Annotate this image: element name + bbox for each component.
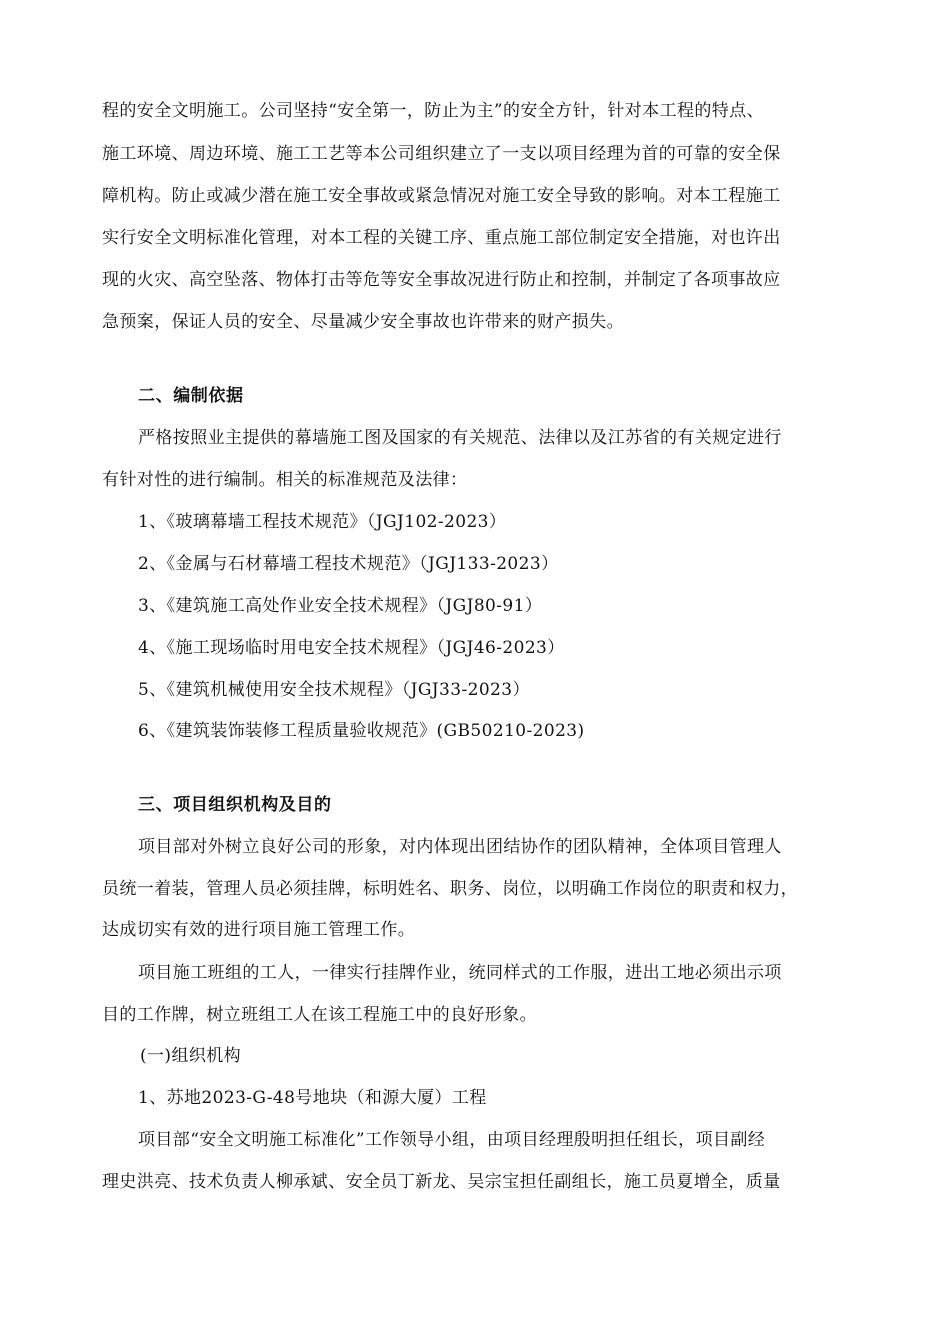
intro-line-2: 施工环境、周边环境、施工工艺等本公司组织建立了一支以项目经理为首的可靠的安全保 — [102, 144, 781, 164]
basis-para-line-2: 有针对性的进行编制。相关的标准规范及法律： — [102, 470, 468, 490]
intro-line-3: 障机构。防止或减少潜在施工安全事故或紧急情况对施工安全导致的影响。对本工程施工 — [102, 186, 781, 206]
intro-line-4: 实行安全文明标准化管理，对本工程的关键工序、重点施工部位制定安全措施，对也许出 — [102, 228, 781, 248]
org-subheading: (一)组织机构 — [140, 1046, 242, 1066]
project-line: 1、苏地2023-G-48号地块（和源大厦）工程 — [138, 1088, 487, 1108]
standard-item-2: 2、《金属与石材幕墙工程技术规范》（JGJ133-2023） — [138, 554, 559, 574]
org-para1-line-2: 员统一着装，管理人员必须挂牌，标明姓名、职务、岗位，以明确工作岗位的职责和权力， — [102, 879, 798, 899]
basis-para-line-1: 严格按照业主提供的幕墙施工图及国家的有关规范、法律以及江苏省的有关规定进行 — [138, 428, 782, 448]
org-para3-line-1: 项目部“安全文明施工标准化”工作领导小组，由项目经理殷明担任组长，项目副经 — [138, 1130, 766, 1150]
intro-line-5: 现的火灾、高空坠落、物体打击等危等安全事故况进行防止和控制，并制定了各项事故应 — [102, 270, 781, 290]
section-heading-organization: 三、项目组织机构及目的 — [138, 795, 332, 815]
org-para3-line-2: 理史洪亮、技术负责人柳承斌、安全员丁新龙、吴宗宝担任副组长，施工员夏增全，质量 — [102, 1172, 781, 1192]
standard-item-1: 1、《玻璃幕墙工程技术规范》（JGJ102-2023） — [138, 512, 507, 532]
org-para2-line-1: 项目施工班组的工人，一律实行挂牌作业，统同样式的工作服，进出工地必须出示项 — [138, 963, 782, 983]
standard-item-3: 3、《建筑施工高处作业安全技术规程》（JGJ80-91） — [138, 596, 543, 616]
standard-item-6: 6、《建筑装饰装修工程质量验收规范》(GB50210-2023) — [138, 721, 585, 741]
org-para2-line-2: 目的工作牌，树立班组工人在该工程施工中的良好形象。 — [102, 1005, 537, 1025]
org-para1-line-3: 达成切实有效的进行项目施工管理工作。 — [102, 920, 416, 940]
standard-item-5: 5、《建筑机械使用安全技术规程》（JGJ33-2023） — [138, 680, 530, 700]
org-para1-line-1: 项目部对外树立良好公司的形象，对内体现出团结协作的团队精神，全体项目管理人 — [138, 837, 782, 857]
section-heading-basis: 二、编制依据 — [138, 386, 244, 406]
intro-line-1: 程的安全文明施工。公司坚持“安全第一，防止为主”的安全方针，针对本工程的特点、 — [102, 101, 764, 121]
standard-item-4: 4、《施工现场临时用电安全技术规程》（JGJ46-2023） — [138, 638, 565, 658]
intro-line-6: 急预案，保证人员的安全、尽量减少安全事故也许带来的财产损失。 — [102, 312, 624, 332]
